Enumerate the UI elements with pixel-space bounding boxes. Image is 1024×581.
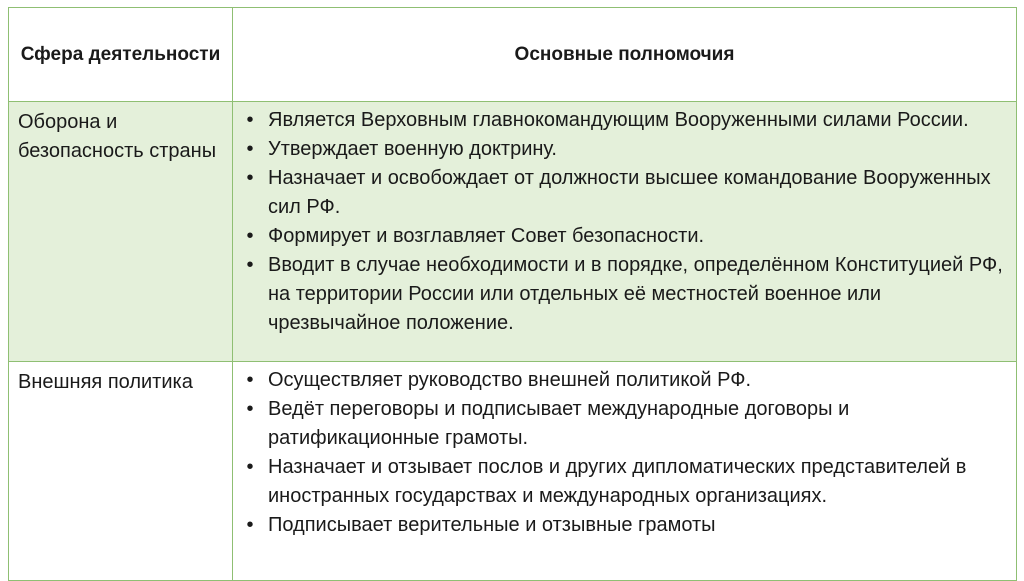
bullet-icon: • [246,254,254,276]
list-item [233,366,1006,395]
item-text: Ведёт переговоры и подписывает международные договоры и ратификационные грамоты. [268,398,850,449]
list-item [233,164,1006,222]
header-sphere: Сфера деятельности [9,8,233,102]
powers-list [233,106,1006,338]
list-item [233,453,1006,511]
table-row [9,362,1017,581]
list-item [233,251,1006,338]
powers-table [8,7,1017,581]
list-item [233,135,1006,164]
list-item [233,106,1006,135]
powers-list [233,366,1006,540]
powers-foreign [233,362,1017,581]
sphere-defense: Оборона и безопасность страны [9,102,233,362]
bullet-icon: • [246,398,254,420]
item-text: Вводит в случае необходимости и в порядке, определённом Конституцией РФ, на территории России или отдельных её местностей военное или чрезвычайное положение. [268,254,1003,334]
bullet-icon: • [246,109,254,131]
bullet-icon: • [246,456,254,478]
bullet-icon: • [246,167,254,189]
bullet-icon: • [246,514,254,536]
item-text: Осуществляет руководство внешней политикой РФ. [268,369,752,391]
item-text: Утверждает военную доктрину. [268,138,557,160]
item-text: Формирует и возглавляет Совет безопасности. [268,225,705,247]
sphere-foreign: Внешняя политика [9,362,233,581]
item-text: Подписывает верительные и отзывные грамоты [268,514,716,536]
table-row [9,102,1017,362]
header-powers: Основные полномочия [233,8,1017,102]
list-item [233,395,1006,453]
bullet-icon: • [246,138,254,160]
bullet-icon: • [246,225,254,247]
bullet-icon: • [246,369,254,391]
table-header-row [9,8,1017,102]
item-text: Назначает и освобождает от должности высшее командование Вооруженных сил РФ. [268,167,991,218]
item-text: Назначает и отзывает послов и других дипломатических представителей в иностранных государствах и международных организациях. [268,456,967,507]
list-item [233,511,1006,540]
powers-defense [233,102,1017,362]
item-text: Является Верховным главнокомандующим Вооруженными силами России. [268,109,969,131]
list-item [233,222,1006,251]
